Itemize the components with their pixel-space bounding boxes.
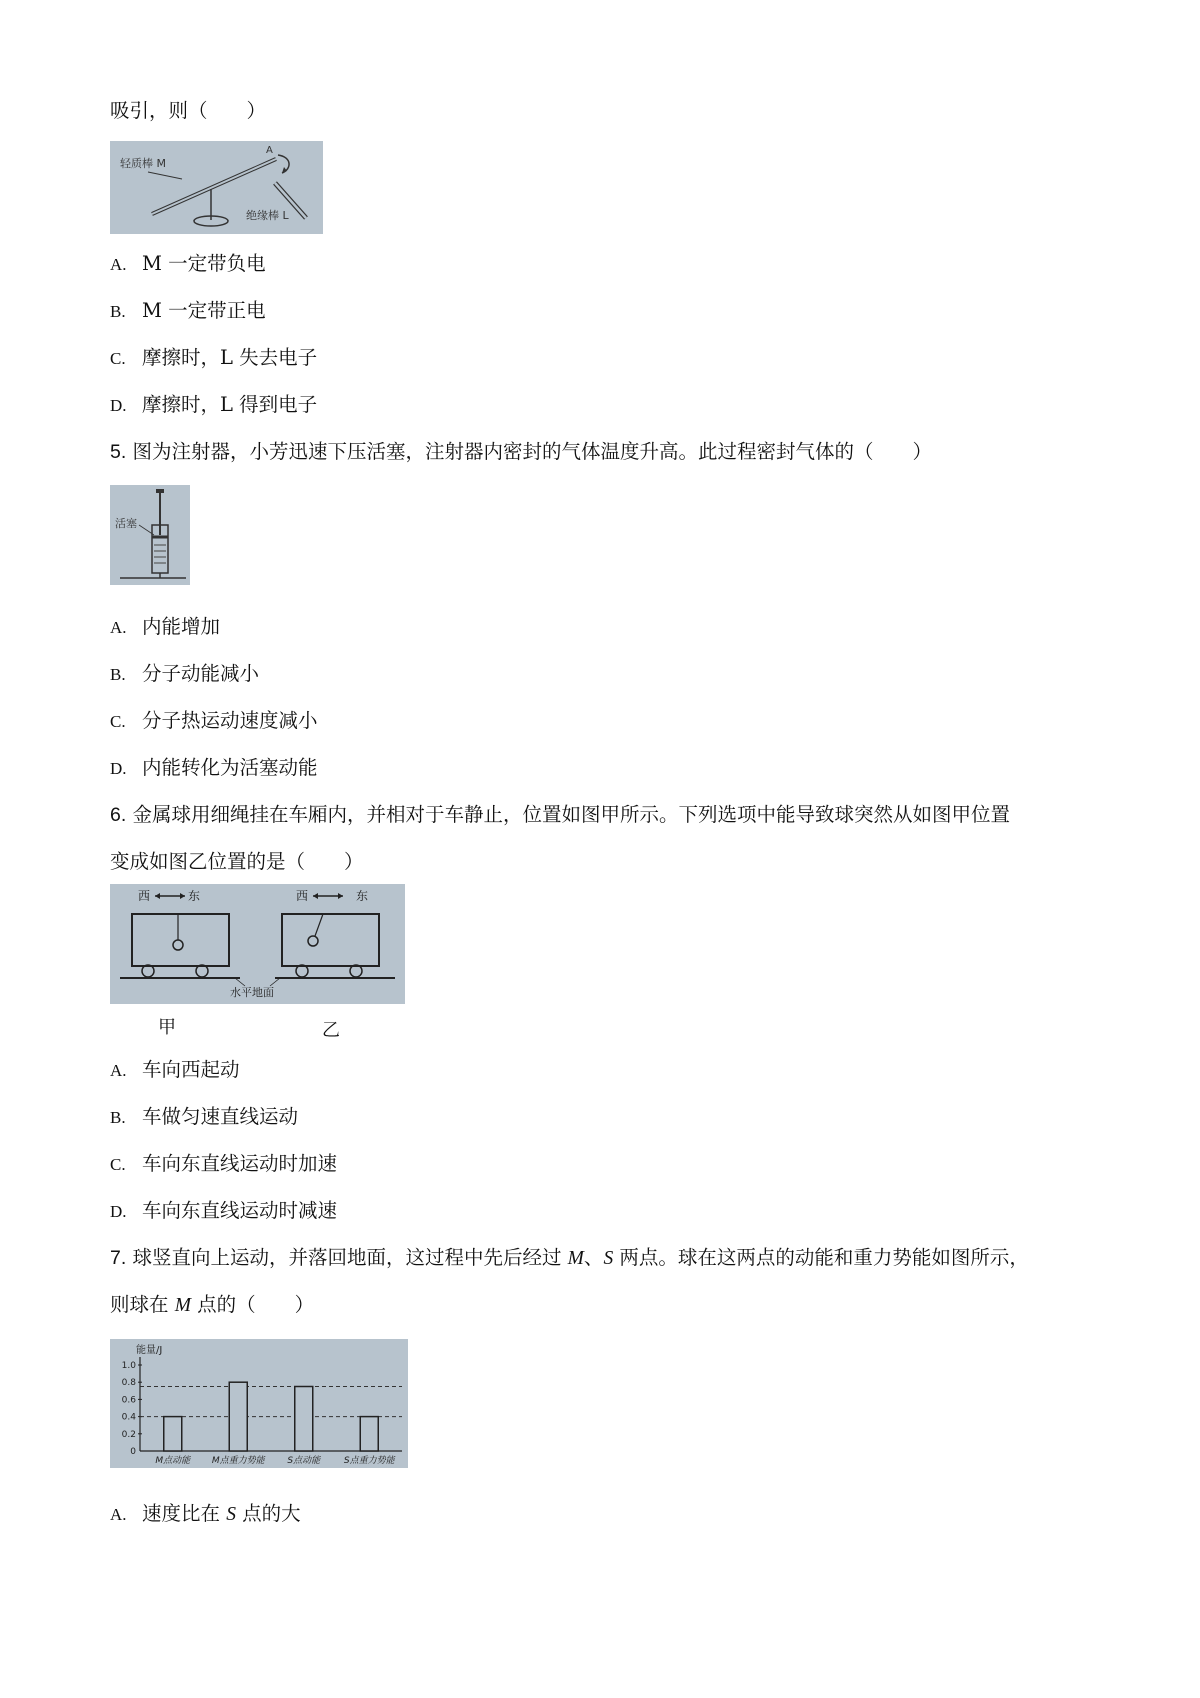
caption-jia: 甲 [158,1017,176,1038]
y-tick-label: 0.8 [121,1378,136,1389]
y-tick-label: 0 [130,1447,136,1457]
q4-figure [110,141,323,234]
q4-option-d[interactable]: D. 摩擦时，L 得到电子 [110,393,318,416]
q7-stem-line1: 7. 球竖直向上运动，并落回地面，这过程中先后经过 M、S 两点。球在这两点的动能和重力势能如图所示， [110,1246,1029,1269]
q6-option-d[interactable]: D. 车向东直线运动时减速 [110,1199,338,1222]
q5-option-a[interactable]: A. 内能增加 [110,615,221,638]
q5-option-c[interactable]: C. 分子热运动速度减小 [110,709,318,732]
west-label-jia: 西 [138,889,151,903]
point-a-label: A [266,145,273,156]
q4-stem-tail: 吸引，则（ ） [110,99,267,122]
q5-syringe-figure [110,485,190,585]
bar [229,1382,247,1451]
chart-ylabel: 能量/J [136,1345,163,1356]
q7-stem-line2: 则球在 M 点的（ ） [110,1293,315,1316]
bar [360,1417,378,1451]
x-tick-label: M点重力势能 [211,1456,265,1466]
q7-energy-chart [110,1339,408,1468]
x-tick-label: M点动能 [155,1456,191,1466]
q6-stem-line1: 6. 金属球用细绳挂在车厢内，并相对于车静止，位置如图甲所示。下列选项中能导致球突然从如图甲位置 [110,803,1010,826]
east-label-jia: 东 [188,889,201,903]
x-tick-label: S点重力势能 [343,1456,395,1466]
ground-label: 水平地面 [230,986,274,999]
rod-l-label: 绝缘棒 L [246,209,289,222]
piston-label: 活塞 [115,517,137,530]
bar [164,1417,182,1451]
q4-option-c[interactable]: C. 摩擦时，L 失去电子 [110,346,318,369]
q6-option-a[interactable]: A. 车向西起动 [110,1058,240,1081]
q6-car-figure [110,884,405,1004]
rod-m-label: 轻质棒 M [120,157,166,170]
q4-option-b[interactable]: B. M 一定带正电 [110,299,266,322]
east-label-yi: 东 [356,889,369,903]
caption-yi: 乙 [322,1020,340,1041]
q6-option-c[interactable]: C. 车向东直线运动时加速 [110,1152,338,1175]
y-tick-label: 0.2 [121,1429,136,1440]
q5-option-b[interactable]: B. 分子动能减小 [110,662,260,685]
y-tick-label: 1.0 [121,1361,136,1371]
q6-stem-line2: 变成如图乙位置的是（ ） [110,850,364,873]
y-tick-label: 0.4 [121,1412,136,1423]
y-tick-label: 0.6 [121,1395,136,1406]
q5-option-d[interactable]: D. 内能转化为活塞动能 [110,756,318,779]
energy-chart-svg [110,1339,408,1468]
q4-option-a[interactable]: A. M 一定带负电 [110,252,266,275]
west-label-yi: 西 [296,889,309,903]
q6-option-b[interactable]: B. 车做匀速直线运动 [110,1105,299,1128]
x-tick-label: S点动能 [287,1456,321,1466]
q5-stem: 5. 图为注射器，小芳迅速下压活塞，注射器内密封的气体温度升高。此过程密封气体的（ ） [110,440,932,463]
q7-option-a[interactable]: A. 速度比在 S 点的大 [110,1502,301,1525]
bar [295,1387,313,1452]
